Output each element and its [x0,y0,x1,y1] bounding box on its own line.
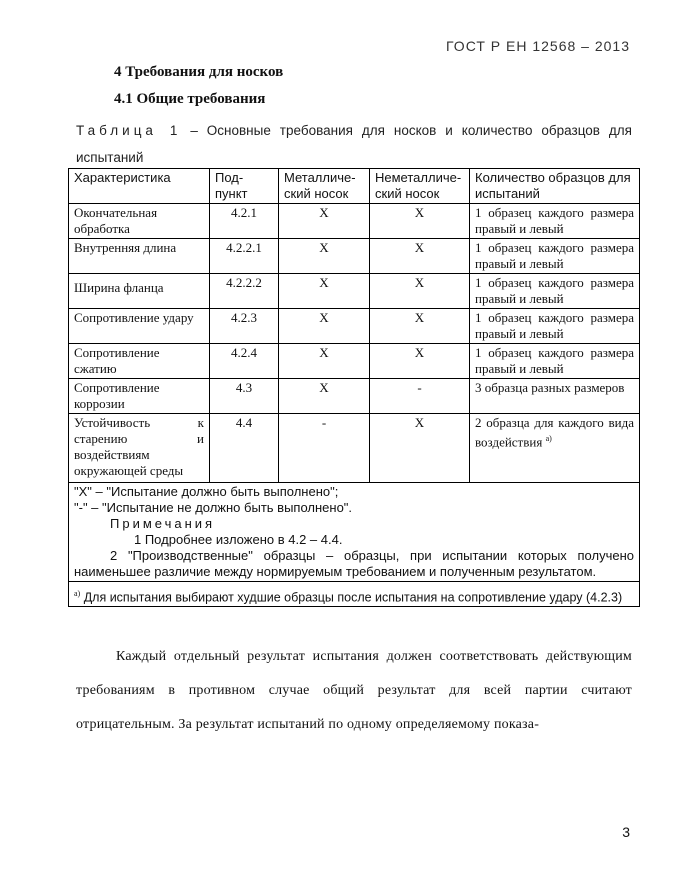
document-code-header: ГОСТ Р ЕН 12568 – 2013 [446,38,630,54]
table-caption-text: – Основные требования для носков и количество образцов для испытаний [76,123,632,165]
table-row [69,239,640,274]
cell-characteristic: Сопротивление сжатию [69,344,210,379]
cell-characteristic: Окончательная обработка [69,204,210,239]
cell-samples: 1 образец каждого размера правый и левый [470,344,640,379]
cell-clause: 4.3 [210,379,279,414]
note-item: 2 "Производственные" образцы – образцы, при испытании которых получено наименьшее различие между нормируемым требованием и полученным результатом. [74,548,634,579]
table-footnote-row [69,582,640,607]
column-header: Под- пункт [210,169,279,204]
table-row [69,204,640,239]
table-row [69,379,640,414]
cell-nonmetal: X [370,309,470,344]
table-caption-tag: Таблица 1 [76,123,182,138]
cell-samples: 1 образец каждого размера правый и левый [470,204,640,239]
cell-characteristic: Ширина фланца [69,274,210,309]
table-row [69,274,640,309]
legend-line: "X" – "Испытание должно быть выполнено"; [74,484,339,499]
requirements-table [68,168,640,607]
footnote-text: Для испытания выбирают худшие образцы после испытания на сопротивление удару (4.2.3) [80,590,623,605]
cell-clause: 4.2.4 [210,344,279,379]
cell-characteristic: Сопротивление коррозии [69,379,210,414]
table-row [69,344,640,379]
legend-line: "-" – "Испытание не должно быть выполнено". [74,500,353,515]
column-header: Количество образцов для испытаний [470,169,640,204]
cell-metal: X [279,379,370,414]
cell-clause: 4.2.1 [210,204,279,239]
cell-characteristic: Сопротивление удару [69,309,210,344]
subsection-heading: 4.1 Общие требования [114,91,266,107]
table-header-row [69,169,640,204]
cell-metal: X [279,239,370,274]
body-paragraph: Каждый отдельный результат испытания должен соответствовать действующим требованиям в противном случае общий результат для всей партии считают отрицательным. За результат испытаний по одному определяемому показа- [76,649,632,732]
cell-samples: 1 образец каждого размера правый и левый [470,274,640,309]
cell-characteristic: Внутренняя длина [69,239,210,274]
cell-metal: X [279,309,370,344]
column-header: Характеристика [69,169,210,204]
cell-metal: X [279,344,370,379]
footnote-cell [69,582,640,607]
page-number: 3 [622,824,630,840]
cell-characteristic: Устойчивость к старению и воздействиям окружающей среды [69,414,210,483]
cell-samples: 3 образца разных размеров [470,379,640,414]
cell-nonmetal: X [370,414,470,483]
cell-clause: 4.2.2.1 [210,239,279,274]
table-row [69,309,640,344]
body-text [76,640,632,742]
cell-samples: 1 образец каждого размера правый и левый [470,309,640,344]
table-notes-row [69,483,640,582]
notes-title: Примечания [110,516,216,531]
cell-samples-text: 2 образца для каждого вида воздействия [475,415,634,450]
cell-clause: 4.2.3 [210,309,279,344]
cell-nonmetal: X [370,274,470,309]
table-row [69,414,640,483]
cell-metal: X [279,204,370,239]
column-header: Металличе- ский носок [279,169,370,204]
cell-samples: 1 образец каждого размера правый и левый [470,239,640,274]
cell-nonmetal: X [370,239,470,274]
table-caption [76,117,632,171]
notes-cell [69,483,640,582]
cell-metal: X [279,274,370,309]
footnote-mark: a) [74,589,81,598]
cell-nonmetal: X [370,344,470,379]
cell-nonmetal: - [370,379,470,414]
column-header: Неметалличе- ский носок [370,169,470,204]
cell-clause: 4.4 [210,414,279,483]
cell-samples [470,414,640,483]
note-item: 1 Подробнее изложено в 4.2 – 4.4. [134,532,343,547]
section-heading: 4 Требования для носков [114,64,284,80]
cell-clause: 4.2.2.2 [210,274,279,309]
footnote-ref: a) [545,434,552,443]
cell-metal: - [279,414,370,483]
cell-nonmetal: X [370,204,470,239]
